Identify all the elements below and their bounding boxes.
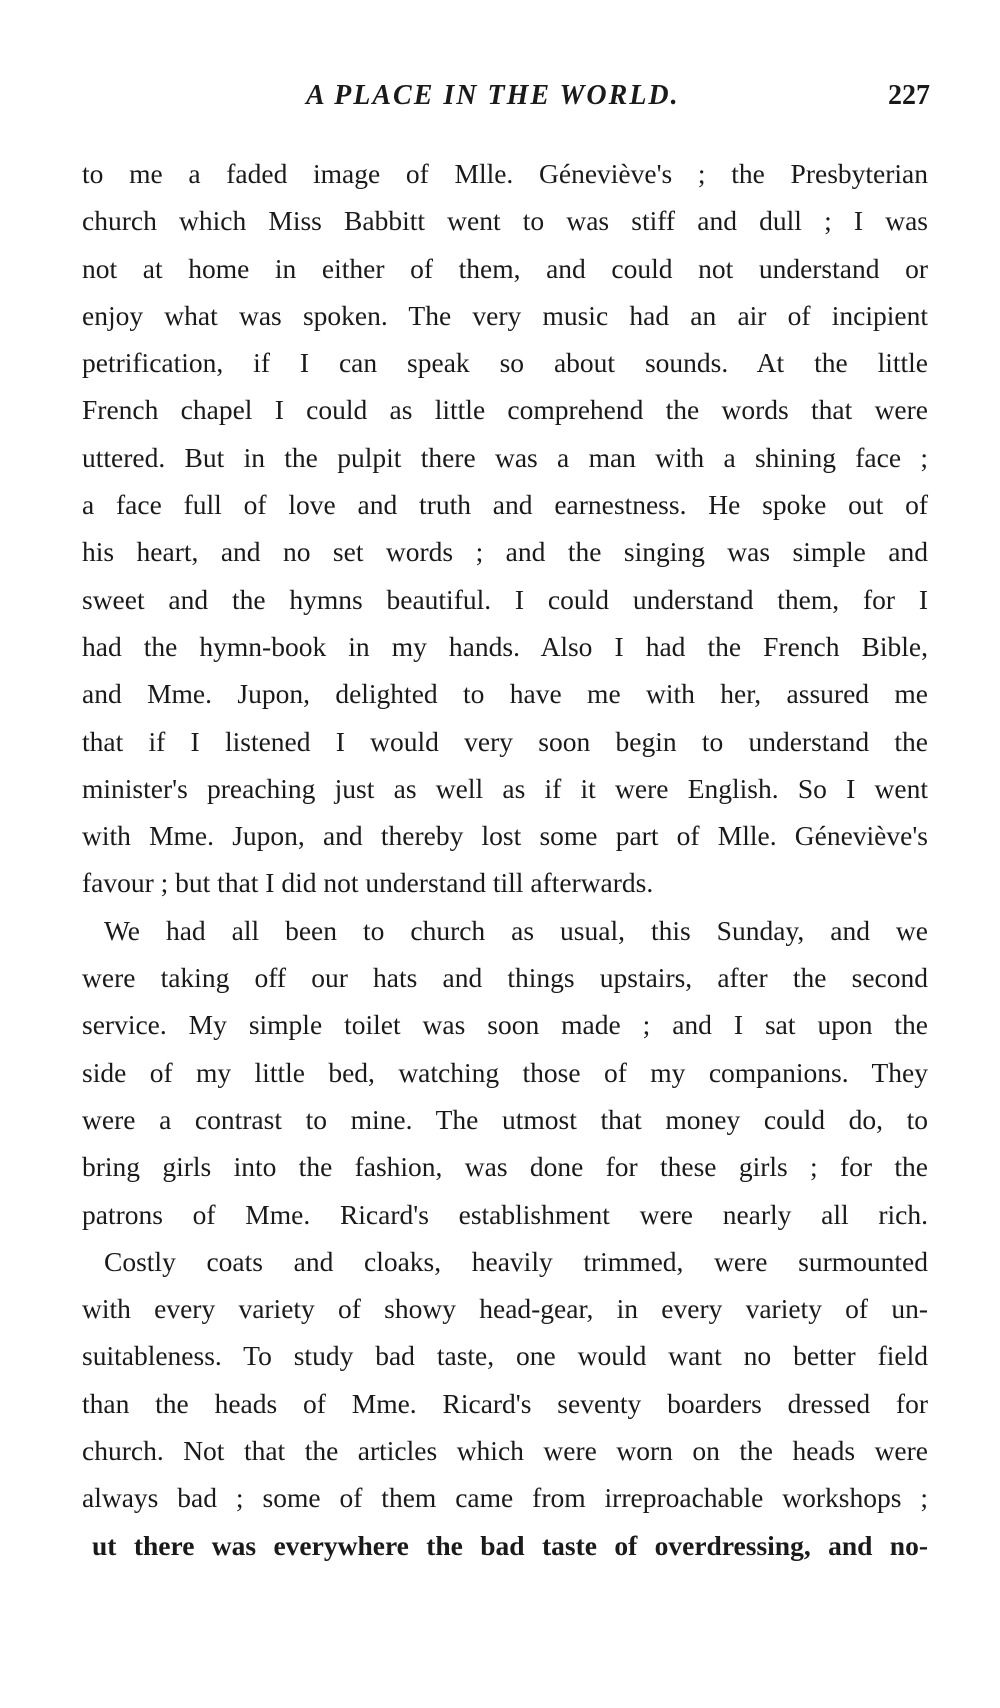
text-line: We had all been to church as usual, this Sunday, and we — [104, 914, 928, 946]
text-line: with Mme. Jupon, and thereby lost some part of Mlle. Géneviève's — [82, 820, 928, 852]
text-line: minister's preaching just as well as if it were English. So I went — [82, 772, 928, 804]
running-title: A PLACE IN THE WORLD. — [306, 80, 680, 111]
paragraph-1 — [82, 150, 928, 907]
text-line: to me a faded image of Mlle. Géneviève's ; the Presbyterian — [82, 158, 928, 189]
text-line: had the hymn-book in my hands. Also I had the French Bible, — [82, 630, 928, 662]
text-line: side of my little bed, watching those of my companions. They — [82, 1056, 928, 1088]
text-line: church which Miss Babbitt went to was stiff and dull ; I was — [82, 205, 928, 237]
text-line: French chapel I could as little comprehend the words that were — [82, 394, 928, 426]
text-line: enjoy what was spoken. The very music had an air of incipient — [82, 299, 928, 331]
running-head — [0, 80, 1000, 120]
text-line: suitableness. To study bad taste, one would want no better field — [82, 1340, 928, 1372]
text-line: patrons of Mme. Ricard's establishment were nearly all rich. — [82, 1198, 928, 1230]
text-line: than the heads of Mme. Ricard's seventy boarders dressed for — [82, 1387, 928, 1419]
text-line: his heart, and no set words ; and the singing was simple and — [82, 536, 928, 568]
text-line: a face full of love and truth and earnestness. He spoke out of — [82, 489, 928, 521]
text-line: always bad ; some of them came from irreproachable workshops ; — [82, 1482, 928, 1514]
text-line: uttered. But in the pulpit there was a man with a shining face ; — [82, 441, 928, 473]
body-text — [82, 150, 928, 1569]
text-line: Costly coats and cloaks, heavily trimmed, were surmounted — [104, 1245, 928, 1277]
text-line: not at home in either of them, and could not understand or — [82, 252, 928, 284]
text-line: were taking off our hats and things upstairs, after the second — [82, 962, 928, 994]
paragraph-3 — [82, 1238, 928, 1569]
text-line: church. Not that the articles which were worn on the heads were — [82, 1435, 928, 1467]
text-line: service. My simple toilet was soon made ; and I sat upon the — [82, 1009, 928, 1041]
text-line: and Mme. Jupon, delighted to have me with her, assured me — [82, 678, 928, 710]
text-line: ut there was everywhere the bad taste of overdressing, and no- — [92, 1529, 928, 1561]
paragraph-2 — [82, 907, 928, 1238]
text-line: were a contrast to mine. The utmost that money could do, to — [82, 1103, 928, 1135]
text-line: petrification, if I can speak so about sounds. At the little — [82, 347, 928, 379]
text-line: favour ; but that I did not understand till afterwards. — [82, 867, 654, 899]
text-line: with every variety of showy head-gear, in every variety of un- — [82, 1293, 928, 1325]
text-line: that if I listened I would very soon begin to understand the — [82, 725, 928, 757]
text-line: bring girls into the fashion, was done for these girls ; for the — [82, 1151, 928, 1183]
text-line: sweet and the hymns beautiful. I could understand them, for I — [82, 583, 928, 615]
page-number: 227 — [888, 80, 930, 111]
